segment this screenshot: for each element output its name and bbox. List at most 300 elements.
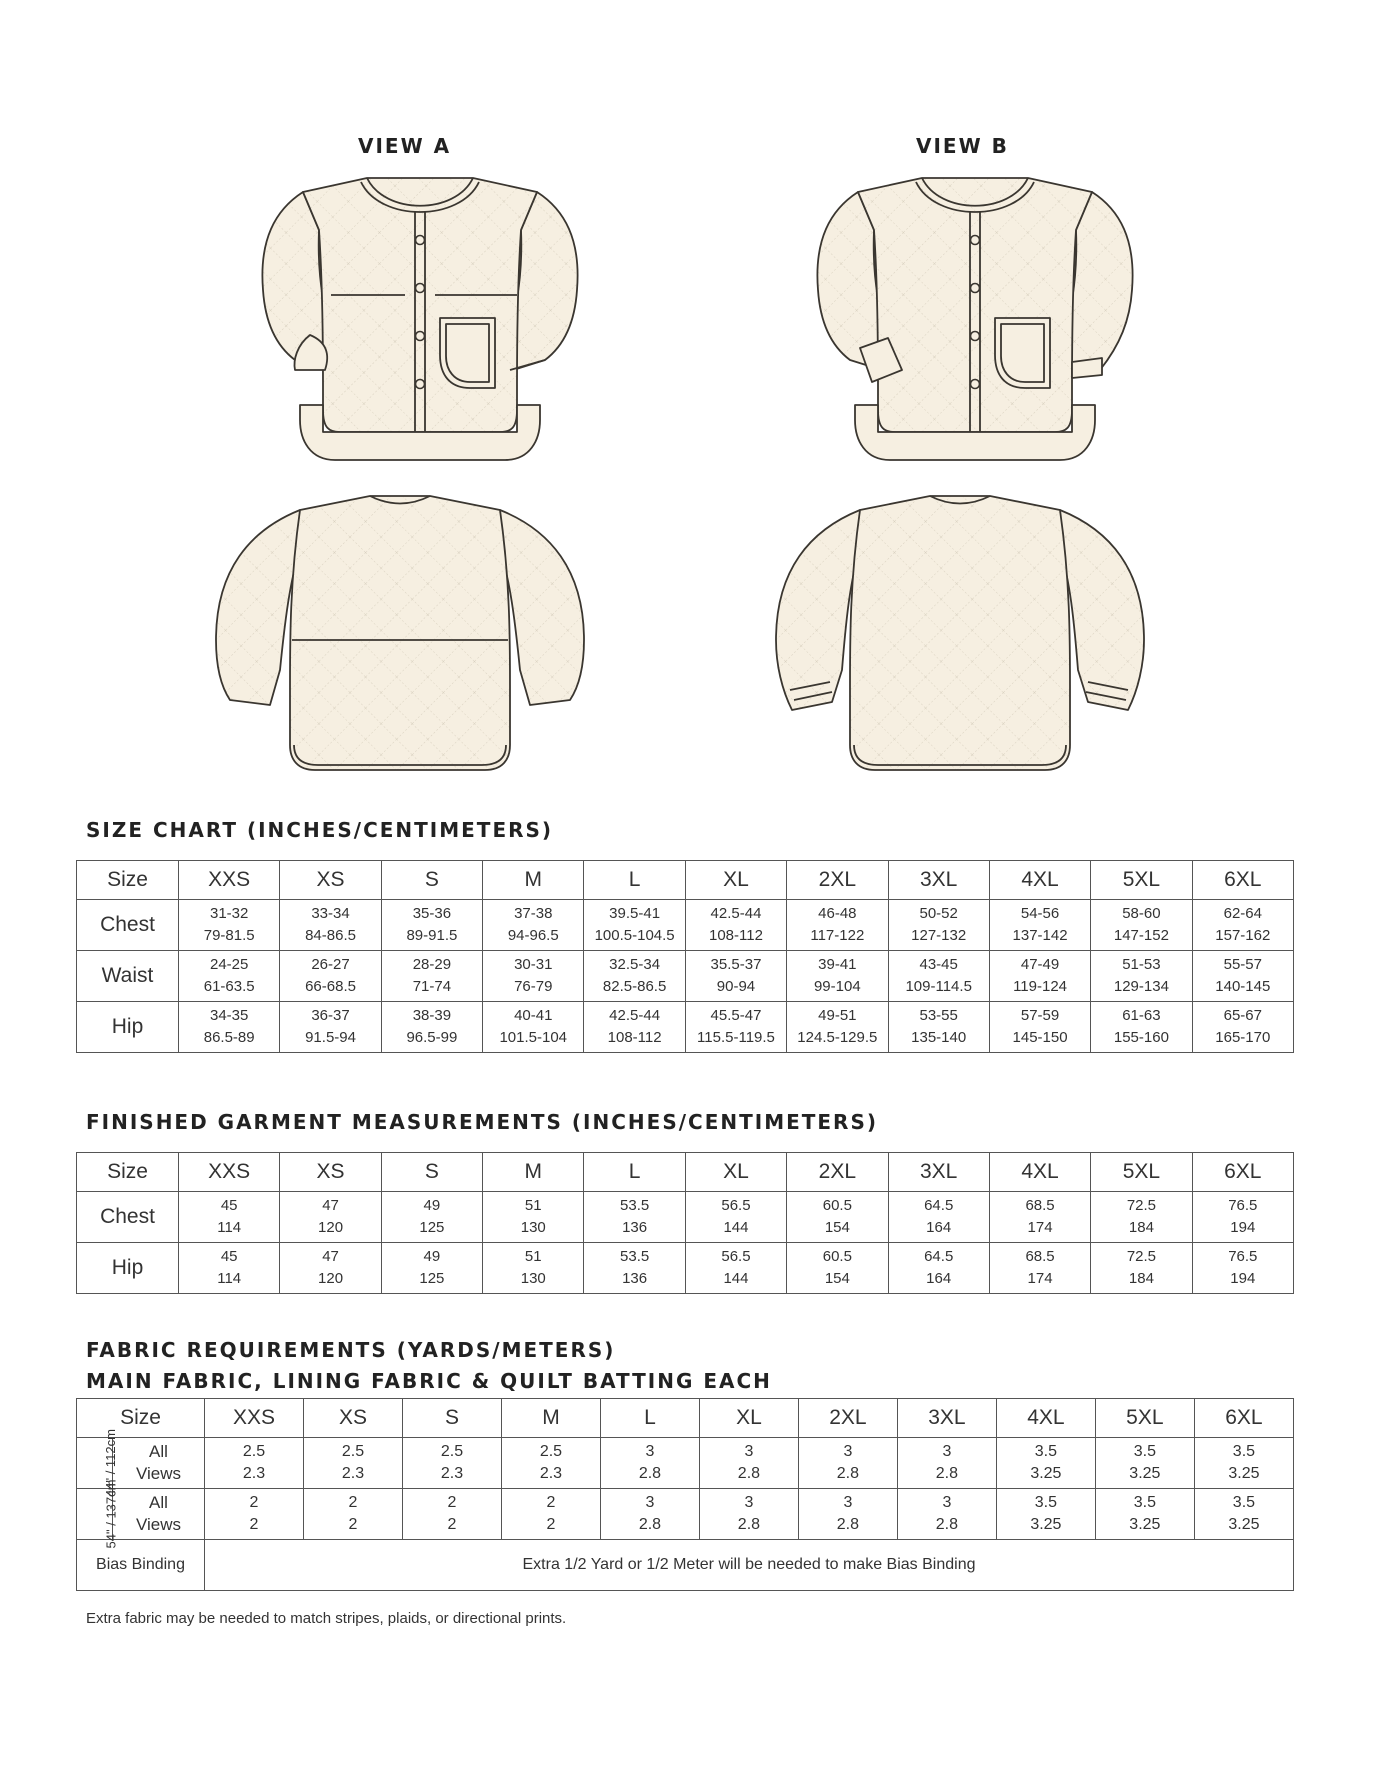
finished-header-cell: S: [381, 1153, 482, 1192]
value-inches: 42.5-44: [710, 905, 762, 922]
size-chart-header-cell: XS: [280, 861, 381, 900]
value-inches: 51: [524, 1197, 542, 1214]
size-chart-table: [76, 860, 1294, 1053]
size-chart-header-cell: 5XL: [1091, 861, 1192, 900]
table-cell: [888, 951, 989, 1002]
table-cell: [600, 1438, 699, 1489]
table-cell: [798, 1438, 897, 1489]
table-cell: [787, 1002, 888, 1053]
value-centimeters: 120: [318, 1270, 344, 1287]
table-cell: [989, 900, 1090, 951]
value-inches: 38-39: [412, 1007, 452, 1024]
value-inches: 51-53: [1122, 956, 1161, 973]
table-cell: [179, 900, 280, 951]
fabric-requirements-subtitle: MAIN FABRIC, LINING FABRIC & QUILT BATTING EACH: [86, 1369, 772, 1393]
value-centimeters: 115.5-119.5: [697, 1029, 775, 1046]
table-cell: [1095, 1489, 1194, 1540]
table-cell: [381, 951, 482, 1002]
value-centimeters: 135-140: [911, 1029, 967, 1046]
table-cell: [1194, 1489, 1293, 1540]
value-yards: 2.5: [242, 1443, 266, 1460]
value-centimeters: 144: [723, 1270, 749, 1287]
size-chart-header-cell: Size: [77, 861, 179, 900]
table-cell: [483, 1243, 584, 1294]
table-row: [77, 1002, 1294, 1053]
table-cell: [381, 900, 482, 951]
table-cell: [584, 1002, 685, 1053]
value-inches: 36-37: [311, 1007, 350, 1024]
view-b-label: VIEW B: [916, 134, 1009, 158]
value-meters: 2.8: [935, 1465, 959, 1482]
value-inches: 76.5: [1228, 1248, 1258, 1265]
value-centimeters: 136: [622, 1270, 648, 1287]
value-centimeters: 155-160: [1113, 1029, 1169, 1046]
value-centimeters: 99-104: [813, 978, 861, 995]
table-cell: [787, 1192, 888, 1243]
table-cell: [699, 1489, 798, 1540]
value-inches: 57-59: [1020, 1007, 1060, 1024]
table-cell: [685, 1243, 786, 1294]
value-meters: 2: [249, 1516, 259, 1533]
value-meters: 3.25: [1030, 1465, 1062, 1482]
value-centimeters: 94-96.5: [507, 927, 559, 944]
size-chart-header-cell: M: [483, 861, 584, 900]
value-meters: 2.3: [341, 1465, 365, 1482]
value-inches: 39.5-41: [609, 905, 661, 922]
value-inches: 46-48: [818, 905, 857, 922]
size-chart-header-cell: S: [381, 861, 482, 900]
value-meters: 2.8: [638, 1465, 662, 1482]
view-a-front-jacket-illustration: [255, 170, 585, 475]
table-cell: [179, 1243, 280, 1294]
value-inches: 72.5: [1126, 1248, 1157, 1265]
value-inches: 26-27: [311, 956, 350, 973]
bias-binding-row: [77, 1540, 1294, 1591]
fabric-header-cell: 5XL: [1095, 1399, 1194, 1438]
value-meters: 2: [447, 1516, 457, 1533]
value-centimeters: 117-122: [810, 927, 865, 944]
table-cell: [584, 951, 685, 1002]
size-chart-header-cell: L: [584, 861, 685, 900]
value-centimeters: 164: [926, 1219, 952, 1236]
table-cell: [897, 1489, 996, 1540]
table-cell: [1192, 1192, 1293, 1243]
bias-binding-text: Extra 1/2 Yard or 1/2 Meter will be needed to make Bias Binding: [205, 1540, 1294, 1591]
row-label: [113, 1489, 205, 1540]
value-centimeters: 76-79: [514, 978, 553, 995]
value-inches: 33-34: [311, 905, 350, 922]
value-yards: 2: [249, 1494, 259, 1511]
fabric-header-cell: 4XL: [996, 1399, 1095, 1438]
value-meters: 2: [546, 1516, 556, 1533]
value-inches: 60.5: [822, 1197, 852, 1214]
value-yards: 3: [843, 1443, 853, 1460]
table-cell: [989, 1192, 1090, 1243]
value-yards: 3: [942, 1494, 952, 1511]
value-inches: 45: [220, 1197, 238, 1214]
value-yards: 3: [843, 1494, 853, 1511]
value-centimeters: 108-112: [709, 927, 763, 944]
finished-header-cell: 2XL: [787, 1153, 888, 1192]
table-cell: [787, 900, 888, 951]
table-cell: [996, 1489, 1095, 1540]
table-cell: [897, 1438, 996, 1489]
value-centimeters: 86.5-89: [203, 1029, 255, 1046]
value-centimeters: 109-114.5: [905, 978, 972, 995]
value-centimeters: 184: [1128, 1270, 1154, 1287]
table-cell: [1192, 1243, 1293, 1294]
table-cell: [501, 1489, 600, 1540]
table-cell: [888, 1192, 989, 1243]
value-centimeters: 129-134: [1113, 978, 1169, 995]
value-centimeters: 130: [520, 1270, 546, 1287]
table-cell: [501, 1438, 600, 1489]
value-centimeters: 174: [1027, 1270, 1053, 1287]
fabric-header-cell: 3XL: [897, 1399, 996, 1438]
row-label: Chest: [77, 1192, 179, 1243]
value-centimeters: 147-152: [1113, 927, 1169, 944]
table-cell: [1091, 1192, 1192, 1243]
fabric-header-cell: L: [600, 1399, 699, 1438]
size-chart-header-cell: 3XL: [888, 861, 989, 900]
table-cell: [381, 1243, 482, 1294]
value-centimeters: 101.5-104: [499, 1029, 568, 1046]
table-cell: [402, 1438, 501, 1489]
table-row: [77, 1489, 1294, 1540]
fabric-requirements-table: [76, 1398, 1294, 1591]
value-centimeters: 120: [318, 1219, 344, 1236]
value-inches: 53.5: [620, 1248, 650, 1265]
table-cell: [600, 1489, 699, 1540]
value-centimeters: 125: [419, 1270, 445, 1287]
value-inches: 47-49: [1020, 956, 1060, 973]
value-inches: 34-35: [209, 1007, 249, 1024]
table-cell: [685, 951, 786, 1002]
view-b-front-jacket-illustration: [810, 170, 1140, 475]
table-row: [77, 951, 1294, 1002]
value-centimeters: 79-81.5: [203, 927, 255, 944]
fabric-header-cell: XXS: [205, 1399, 304, 1438]
table-cell: [179, 951, 280, 1002]
value-inches: 32.5-34: [609, 956, 661, 973]
value-yards: 3: [744, 1443, 754, 1460]
table-row: [77, 1243, 1294, 1294]
table-cell: [996, 1438, 1095, 1489]
value-inches: 76.5: [1228, 1197, 1258, 1214]
view-a-label: VIEW A: [358, 134, 452, 158]
value-meters: 2.8: [935, 1516, 959, 1533]
table-cell: [280, 1002, 381, 1053]
value-inches: 53-55: [919, 1007, 958, 1024]
finished-header-cell: XXS: [179, 1153, 280, 1192]
value-inches: 53.5: [620, 1197, 650, 1214]
finished-header-cell: L: [584, 1153, 685, 1192]
row-label: Chest: [77, 900, 179, 951]
value-yards: 3.5: [1034, 1494, 1057, 1511]
finished-header-cell: XS: [280, 1153, 381, 1192]
value-meters: 2.3: [440, 1465, 464, 1482]
finished-header-cell: XL: [685, 1153, 786, 1192]
table-cell: [483, 1192, 584, 1243]
size-chart-header-cell: 2XL: [787, 861, 888, 900]
value-yards: 3.5: [1034, 1443, 1057, 1460]
value-inches: 56.5: [721, 1197, 751, 1214]
value-centimeters: 66-68.5: [305, 978, 356, 995]
size-chart-title: SIZE CHART (INCHES/CENTIMETERS): [86, 818, 554, 842]
value-centimeters: 184: [1128, 1219, 1154, 1236]
finished-header-cell: 5XL: [1091, 1153, 1192, 1192]
value-inches: 60.5: [822, 1248, 852, 1265]
size-chart-header-cell: XXS: [179, 861, 280, 900]
row-label: [113, 1438, 205, 1489]
fabric-header-cell: 2XL: [798, 1399, 897, 1438]
row-label: Hip: [77, 1002, 179, 1053]
table-cell: [798, 1489, 897, 1540]
value-meters: 2.8: [737, 1516, 761, 1533]
value-centimeters: 71-74: [412, 978, 452, 995]
value-inches: 62-64: [1223, 905, 1262, 922]
value-inches: 35.5-37: [710, 956, 762, 973]
value-inches: 47: [322, 1197, 339, 1214]
value-centimeters: 145-150: [1012, 1029, 1068, 1046]
value-centimeters: 136: [622, 1219, 648, 1236]
table-cell: [205, 1438, 304, 1489]
value-yards: 2.5: [539, 1443, 563, 1460]
fabric-header-cell: 6XL: [1194, 1399, 1293, 1438]
value-meters: 2.3: [242, 1465, 266, 1482]
fabric-header-cell: Size: [77, 1399, 205, 1438]
fabric-header-cell: XS: [304, 1399, 403, 1438]
finished-header-row: [77, 1153, 1294, 1192]
value-yards: 3: [744, 1494, 754, 1511]
value-centimeters: 90-94: [716, 978, 756, 995]
value-yards: 3.5: [1133, 1443, 1156, 1460]
row-label-line1: All: [149, 1442, 168, 1461]
table-cell: [381, 1192, 482, 1243]
value-inches: 45: [220, 1248, 238, 1265]
value-inches: 42.5-44: [609, 1007, 661, 1024]
value-meters: 2.8: [836, 1465, 860, 1482]
finished-header-cell: 4XL: [989, 1153, 1090, 1192]
value-centimeters: 114: [217, 1219, 242, 1236]
table-cell: [787, 1243, 888, 1294]
table-cell: [1091, 951, 1192, 1002]
row-label: Waist: [77, 951, 179, 1002]
fabric-requirements-title: FABRIC REQUIREMENTS (YARDS/METERS): [86, 1338, 616, 1362]
table-cell: [584, 900, 685, 951]
table-cell: [483, 1002, 584, 1053]
value-centimeters: 165-170: [1215, 1029, 1271, 1046]
fabric-header-cell: M: [501, 1399, 600, 1438]
table-row: [77, 900, 1294, 951]
table-cell: [402, 1489, 501, 1540]
table-cell: [584, 1243, 685, 1294]
value-centimeters: 108-112: [607, 1029, 662, 1046]
finished-header-cell: M: [483, 1153, 584, 1192]
table-row: [77, 1438, 1294, 1489]
value-centimeters: 164: [926, 1270, 952, 1287]
value-meters: 3.25: [1030, 1516, 1062, 1533]
value-centimeters: 89-91.5: [406, 927, 458, 944]
table-cell: [989, 951, 1090, 1002]
value-inches: 64.5: [924, 1197, 954, 1214]
finished-header-cell: 6XL: [1192, 1153, 1293, 1192]
value-yards: 3: [645, 1443, 655, 1460]
value-centimeters: 144: [723, 1219, 749, 1236]
table-cell: [888, 900, 989, 951]
finished-header-cell: 3XL: [888, 1153, 989, 1192]
value-inches: 58-60: [1122, 905, 1161, 922]
finished-header-cell: Size: [77, 1153, 179, 1192]
value-meters: 2.3: [539, 1465, 563, 1482]
value-yards: 3.5: [1133, 1494, 1156, 1511]
table-cell: [179, 1002, 280, 1053]
value-centimeters: 174: [1027, 1219, 1053, 1236]
value-inches: 30-31: [514, 956, 553, 973]
fabric-width-label: 44" / 112cm: [102, 1429, 118, 1497]
table-cell: [1091, 1243, 1192, 1294]
value-centimeters: 157-162: [1215, 927, 1271, 944]
value-yards: 2.5: [440, 1443, 464, 1460]
value-yards: 3: [942, 1443, 952, 1460]
finished-measurements-title: FINISHED GARMENT MEASUREMENTS (INCHES/CENTIMETERS): [86, 1110, 879, 1134]
table-cell: [787, 951, 888, 1002]
fabric-width-cell: [77, 1479, 119, 1549]
value-yards: 2: [447, 1494, 457, 1511]
table-cell: [989, 1243, 1090, 1294]
table-cell: [483, 951, 584, 1002]
table-cell: [888, 1243, 989, 1294]
value-meters: 2: [348, 1516, 358, 1533]
size-chart-header-cell: 4XL: [989, 861, 1090, 900]
value-meters: 2.8: [737, 1465, 761, 1482]
value-inches: 49: [423, 1197, 441, 1214]
value-centimeters: 114: [217, 1270, 242, 1287]
table-row: [77, 1192, 1294, 1243]
size-chart-header-cell: 6XL: [1192, 861, 1293, 900]
finished-measurements-table: [76, 1152, 1294, 1294]
fabric-header-cell: XL: [699, 1399, 798, 1438]
value-inches: 64.5: [924, 1248, 954, 1265]
value-centimeters: 127-132: [911, 927, 967, 944]
value-inches: 45.5-47: [710, 1007, 762, 1024]
value-meters: 3.25: [1129, 1516, 1161, 1533]
table-cell: [304, 1489, 403, 1540]
table-cell: [888, 1002, 989, 1053]
table-cell: [381, 1002, 482, 1053]
value-yards: 3.5: [1232, 1443, 1256, 1460]
table-cell: [205, 1489, 304, 1540]
value-meters: 2.8: [638, 1516, 662, 1533]
value-centimeters: 125: [419, 1219, 445, 1236]
value-inches: 49: [423, 1248, 441, 1265]
table-cell: [179, 1192, 280, 1243]
value-inches: 31-32: [209, 905, 249, 922]
value-inches: 47: [322, 1248, 339, 1265]
row-label-line1: All: [149, 1493, 168, 1512]
value-centimeters: 84-86.5: [305, 927, 356, 944]
value-meters: 2.8: [836, 1516, 860, 1533]
value-inches: 68.5: [1025, 1197, 1055, 1214]
view-b-back-jacket-illustration: [770, 490, 1150, 785]
value-centimeters: 119-124: [1013, 978, 1068, 995]
table-cell: [483, 900, 584, 951]
value-centimeters: 96.5-99: [406, 1029, 458, 1046]
value-centimeters: 82.5-86.5: [602, 978, 667, 995]
table-cell: [1192, 900, 1293, 951]
table-cell: [280, 1243, 381, 1294]
table-cell: [304, 1438, 403, 1489]
value-centimeters: 130: [520, 1219, 546, 1236]
value-meters: 3.25: [1228, 1516, 1260, 1533]
size-chart-header-cell: XL: [685, 861, 786, 900]
value-centimeters: 137-142: [1012, 927, 1068, 944]
table-cell: [584, 1192, 685, 1243]
table-cell: [1192, 951, 1293, 1002]
table-cell: [989, 1002, 1090, 1053]
fabric-header-cell: S: [402, 1399, 501, 1438]
value-inches: 50-52: [919, 905, 958, 922]
value-centimeters: 194: [1230, 1219, 1256, 1236]
value-yards: 2.5: [341, 1443, 365, 1460]
value-centimeters: 194: [1230, 1270, 1256, 1287]
table-cell: [699, 1438, 798, 1489]
value-inches: 56.5: [721, 1248, 751, 1265]
table-cell: [1192, 1002, 1293, 1053]
value-inches: 55-57: [1223, 956, 1262, 973]
value-inches: 49-51: [818, 1007, 857, 1024]
value-inches: 35-36: [412, 905, 452, 922]
table-cell: [1091, 900, 1192, 951]
value-inches: 65-67: [1223, 1007, 1262, 1024]
table-cell: [280, 951, 381, 1002]
value-centimeters: 124.5-129.5: [797, 1029, 878, 1046]
fabric-header-row: [77, 1399, 1294, 1438]
value-yards: 2: [546, 1494, 556, 1511]
value-inches: 40-41: [514, 1007, 553, 1024]
row-label-line2: Views: [135, 1515, 182, 1534]
value-inches: 72.5: [1126, 1197, 1157, 1214]
table-cell: [280, 900, 381, 951]
value-inches: 39-41: [818, 956, 857, 973]
table-cell: [1194, 1438, 1293, 1489]
value-centimeters: 154: [824, 1219, 850, 1236]
value-yards: 3.5: [1232, 1494, 1256, 1511]
table-cell: [280, 1192, 381, 1243]
table-cell: [685, 1002, 786, 1053]
value-inches: 61-63: [1122, 1007, 1161, 1024]
value-centimeters: 140-145: [1215, 978, 1271, 995]
value-yards: 3: [645, 1494, 655, 1511]
value-centimeters: 61-63.5: [203, 978, 255, 995]
value-inches: 24-25: [209, 956, 249, 973]
value-meters: 3.25: [1228, 1465, 1260, 1482]
table-cell: [685, 1192, 786, 1243]
row-label-line2: Views: [135, 1464, 182, 1483]
value-inches: 37-38: [514, 905, 553, 922]
bias-binding-label: Bias Binding: [77, 1540, 205, 1591]
value-yards: 2: [348, 1494, 358, 1511]
row-label: Hip: [77, 1243, 179, 1294]
view-a-back-jacket-illustration: [210, 490, 590, 785]
value-inches: 68.5: [1025, 1248, 1055, 1265]
table-cell: [1095, 1438, 1194, 1489]
size-chart-header-row: [77, 861, 1294, 900]
value-centimeters: 100.5-104.5: [594, 927, 675, 944]
value-inches: 43-45: [919, 956, 958, 973]
table-cell: [1091, 1002, 1192, 1053]
value-centimeters: 91.5-94: [305, 1029, 356, 1046]
